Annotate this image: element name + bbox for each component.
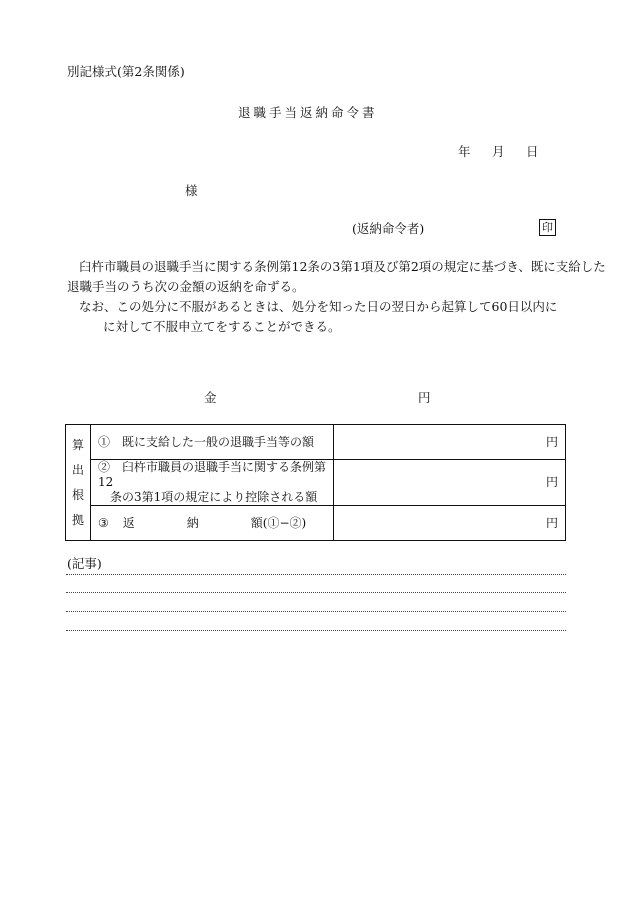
notes-line[interactable]	[66, 574, 566, 575]
body-line-2: 退職手当のうち次の金額の返納を命ずる。	[67, 279, 305, 294]
calc-basis-char: 出	[71, 462, 84, 477]
addressee-honorific: 様	[185, 183, 198, 198]
table-row	[66, 506, 566, 541]
issuer-label: (返納命令者)	[352, 221, 425, 236]
body-line-3: なお、この処分に不服があるときは、処分を知った日の翌日から起算して60日以内に	[79, 299, 558, 314]
date-line	[458, 144, 539, 159]
notes-line[interactable]	[66, 592, 566, 593]
calc-basis-char: 根	[71, 487, 84, 502]
body-line-1: 臼杵市職員の退職手当に関する条例第12条の3第1項及び第2項の規定に基づき、既に支給した	[79, 259, 606, 274]
calc-basis-label	[66, 425, 91, 541]
row-2-amount-unit[interactable]: 円	[334, 460, 566, 506]
notes-line[interactable]	[66, 611, 566, 612]
order-body	[67, 257, 606, 337]
row-3-char-a: 返	[122, 515, 135, 530]
table-row	[66, 460, 566, 506]
row-3-amount-unit[interactable]: 円	[334, 506, 566, 541]
date-day: 日	[526, 144, 539, 159]
amount-unit: 円	[418, 390, 431, 405]
row-3-char-c: 額(①−②)	[250, 515, 307, 530]
notes-line[interactable]	[66, 630, 566, 631]
row-3-number: ③	[98, 515, 109, 530]
row-3-label	[91, 506, 334, 541]
calc-basis-char: 算	[71, 437, 84, 452]
row-2-label	[91, 460, 334, 506]
row-1-amount-unit[interactable]: 円	[334, 425, 566, 460]
calc-basis-char: 拠	[71, 512, 84, 527]
row-1-label: ① 既に支給した一般の退職手当等の額	[91, 425, 334, 460]
calculation-basis-table	[65, 424, 566, 541]
date-year: 年	[458, 144, 471, 159]
row-3-char-b: 納	[186, 515, 199, 530]
body-line-4: に対して不服申立てをすることができる。	[103, 319, 341, 334]
row-2-label-line-1: ② 臼杵市職員の退職手当に関する条例第12	[98, 460, 327, 489]
notes-label: (記事)	[67, 556, 102, 571]
date-month: 月	[492, 144, 505, 159]
table-row	[66, 425, 566, 460]
seal-mark: 印	[539, 219, 556, 236]
amount-label: 金	[204, 390, 217, 405]
document-title: 退職手当返納命令書	[238, 105, 378, 120]
row-2-label-line-2: 条の3第1項の規定により控除される額	[110, 490, 318, 504]
form-label: 別記様式(第2条関係)	[67, 64, 185, 79]
